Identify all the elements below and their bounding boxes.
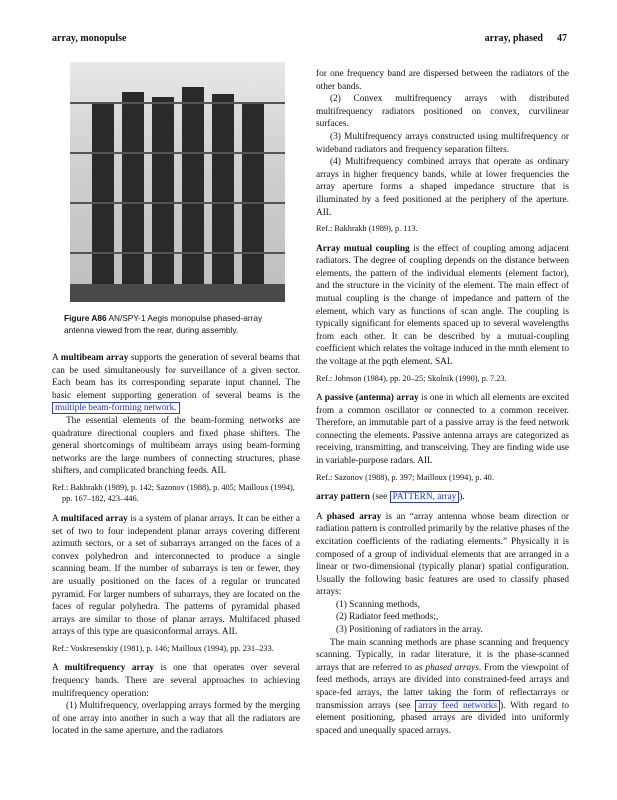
figure-caption (64, 312, 288, 336)
entry-lead: A (52, 663, 65, 674)
list-item: (4) Multifrequency combined arrays that operate as ordinary arrays in higher frequency bands, while at lower frequencies the array aperture forms a shaped impedance structure that is illuminated by a feed positioned at the periphery of the aperture. AIL (316, 157, 569, 218)
entry-multifaced-array (52, 513, 300, 654)
figure-caption-text: AN/SPY-1 Aegis monopulse phased-array antenna viewed from the rear, during assembly. (64, 313, 263, 335)
entry-italic-term: phased arrays (425, 662, 479, 673)
entry-lead: A (316, 393, 325, 404)
entry-lead: A (316, 511, 327, 522)
classification-list (316, 599, 569, 637)
reference-line: Ref.: Johnson (1984), pp. 20–25; Skolnik (1990), p. 7.23. (316, 373, 507, 383)
entry-term: multibeam array (60, 353, 129, 363)
reference-line: Ref.: Sazonov (1988), p. 397; Mailloux (1994), p. 40. (316, 472, 494, 482)
entry-phased-array (316, 511, 569, 738)
running-header-right-term: array, phased (484, 33, 543, 44)
entry-multifrequency-array (52, 662, 300, 738)
entry-text: ). With regard to element positioning, phased arrays are divided into uniformly spaced and unequally spaced arrays. (316, 700, 570, 736)
link-multiple-beam-forming-network[interactable]: multiple beam-forming network. (52, 402, 180, 414)
figure-photo-aegis-antenna (70, 62, 285, 302)
entry-term: phased array (326, 511, 382, 522)
entry-term: Array mutual coupling (316, 243, 410, 254)
list-item: (1) Scanning methods, (336, 599, 420, 610)
list-item: (2) Radiator feed methods;, (336, 612, 439, 623)
left-column (52, 62, 300, 741)
link-array-feed-networks[interactable]: array feed networks (415, 700, 500, 712)
list-item: (1) Multifrequency, overlapping arrays formed by the merging of one array into another in such a way that all the radiators are located in the same aperture, and the radiators (52, 701, 300, 737)
entry-text: is a system of planar arrays. It can be either a set of two to four independent planar arrays covering different azimuth sectors, or a set of subarrays arranged on the faces of a convex polyhedron and interconnected to produce a single scanning beam. If the number of subarrays is ten or fewer, they are usually positioned on the faces of a regular or truncated pyramid. For larger numbers of subarrays, they are located on the faces of regular polyhedra. The patterns of pyramidal phased arrays are similar to those of planar arrays. Multifaced phased arrays of this type are quasiconformal arrays. AIL (52, 513, 300, 638)
list-item: (3) Positioning of radiators in the array. (336, 625, 483, 636)
entry-term: multifrequency array (64, 663, 155, 674)
entry-text: is an “array antenna whose beam direction or radiation pattern is controlled primarily by the relative phases of the excitation coefficients of the radiating elements.” Physically it is composed of a group of individual elements that are arranged in a linear or two-dimensional (typically planar) spatial configuration. Usually the following basic features are used to classify phased arrays: (316, 511, 569, 598)
entry-text: (see (369, 492, 390, 503)
page-number: 47 (557, 33, 567, 44)
reference-line: Ref.: Bakhrakh (1989), p. 113. (316, 224, 418, 234)
entry-text: . From the viewpoint of feed methods, arrays are divided into constrained-feed arrays and space-fed arrays, the latter taking the form of reflectarrays or transmission arrays (see (316, 662, 569, 711)
entry-array-pattern (316, 491, 569, 504)
entry-term: multifaced array (60, 513, 128, 524)
entry-multibeam-array (52, 352, 300, 505)
running-header-left: array, monopulse (52, 33, 127, 44)
entry-text: is one in which all elements are excited from a common oscillator or connected to a common receiver. Therefore, an immutable part of a passive array is the feed network connecting the elements. Passive antenna arrays are categorized as receiving, transmitting, and transceiving. They are finding wide use in variable-purpose radars. AIL (316, 393, 569, 467)
running-header-right (485, 33, 567, 44)
continued-text: for one frequency band are dispersed between the radiators of the other bands. (316, 69, 569, 92)
entry-term: passive (antenna) array (324, 393, 419, 404)
list-item: (2) Convex multifrequency arrays with distributed multifrequency radiators positioned on convex, curvilinear surfaces. (316, 94, 569, 130)
entry-array-mutual-coupling (316, 243, 569, 384)
entry-text: The main scanning methods are phase scanning and frequency scanning. Typically, in radar literature, it is the phase-scanned arrays that are referred to as (316, 637, 569, 673)
figure-caption-label: Figure A86 (64, 313, 107, 323)
reference-line: Ref.: Voskresenskiy (1981), p. 146; Mailloux (1994), pp. 231–233. (52, 643, 274, 653)
entry-text: supports the generation of several beams that can be used simultaneously for surveillance of a given sector. Each beam has its corresponding separate input channel. The basic element supporting generation of several beams is the (52, 353, 300, 401)
entry-text: is one that operates over several frequency bands. There are several approaches to achieving multifrequency operation: (52, 663, 301, 699)
entry-passive-array (316, 392, 569, 483)
entry-text: is the effect of coupling among adjacent radiators. The degree of coupling depends on the distance between elements, the pattern of the individual elements (element factor), and the structure in the vicinity of the element. The main effect of mutual coupling is the change of impedance and pattern of the element, which vary as functions of scan angle. The coupling is typically significant for elements spaced up to several wavelengths from each other. It can be described by a mutual-coupling coefficient which relates the voltage induced in the mnth element to the voltage at the pqth element. SAL (316, 243, 569, 367)
right-column (316, 68, 569, 740)
list-item: (3) Multifrequency arrays constructed using multifrequency or wideband radiators and frequency separation filters. (316, 131, 569, 155)
reference-line: Ref.: Bakhrakh (1989), p. 142; Sazonov (1988), p. 405; Mailloux (1994), pp. 167–182, 423–446. (52, 482, 295, 504)
entry-text: ). (459, 492, 465, 503)
link-pattern-array[interactable]: PATTERN, array (390, 491, 460, 503)
entry-paragraph: The essential elements of the beam-forming networks are quadrature directional couplers and fixed phase shifters. The general shortcomings of multibeam arrays using beam-forming networks are the large numbers of connecting structures, phase shifters, and complicated branching feeds. AIL (52, 415, 300, 477)
entry-lead: A (52, 513, 61, 524)
entry-term: array pattern (316, 492, 370, 503)
entry-lead: A (52, 353, 61, 363)
